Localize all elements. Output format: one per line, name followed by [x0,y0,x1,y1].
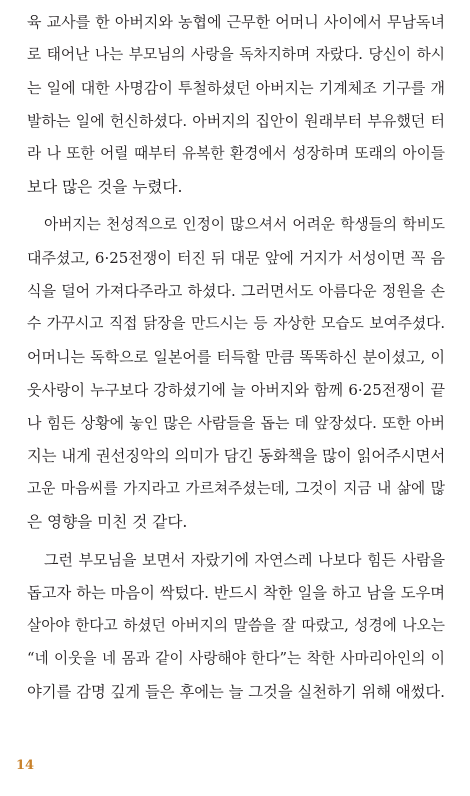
body-text-line: 발하는 일에 헌신하셨다. 아버지의 집안이 원래부터 부유했던 터 [27,112,445,130]
body-text-line: 육 교사를 한 아버지와 농협에 근무한 어머니 사이에서 무남독녀 [27,13,445,31]
body-text-line: 로 태어난 나는 부모님의 사랑을 독차지하며 자랐다. 당신이 하시 [27,46,445,63]
body-text-line: 웃사랑이 누구보다 강하셨기에 늘 아버지와 함께 6·25전쟁이 끝 [27,381,445,399]
body-text-line: “네 이웃을 네 몸과 같이 사랑해야 한다”는 착한 사마리아인의 이 [27,650,445,667]
body-text-line: 은 영향을 미친 것 같다. [27,513,188,531]
body-text-line: 아버지는 천성적으로 인정이 많으셔서 어려운 학생들의 학비도 [44,216,445,233]
body-text-line: 수 가꾸시고 직접 닭장을 만드시는 등 자상한 모습도 보여주셨다. [27,315,445,332]
body-text-line: 살아야 한다고 하셨던 아버지의 말씀을 잘 따랐고, 성경에 나오는 [27,617,445,634]
body-text-line: 그런 부모님을 보면서 자랐기에 자연스레 나보다 힘든 사람을 [44,551,445,569]
body-text-line: 어머니는 독학으로 일본어를 터득할 만큼 똑똑하신 분이셨고, 이 [27,348,445,366]
body-text-line: 보다 많은 것을 누렸다. [27,178,183,196]
body-text-line: 야기를 감명 깊게 들은 후에는 늘 그것을 실천하기 위해 애썼다. [27,683,445,701]
body-text-line: 대주셨고, 6·25전쟁이 터진 뒤 대문 앞에 거지가 서성이면 꼭 음 [27,249,445,267]
body-text-line: 지는 내게 권선징악의 의미가 담긴 동화책을 많이 읽어주시면서 [27,447,445,465]
body-text-line: 돕고자 하는 마음이 싹텄다. 반드시 착한 일을 하고 남을 도우며 [27,584,445,602]
body-text-line: 고운 마음씨를 가지라고 가르쳐주셨는데, 그것이 지금 내 삶에 많 [27,480,445,497]
body-text-line: 식을 덜어 가져다주라고 하셨다. 그러면서도 아름다운 정원을 손 [27,282,445,300]
page-number: 14 [16,758,35,773]
body-text-line: 는 일에 대한 사명감이 투철하셨던 아버지는 기계체조 기구를 개 [27,79,445,97]
body-text-line: 나 힘든 상황에 놓인 많은 사람들을 돕는 데 앞장섰다. 또한 아버 [27,414,445,432]
body-text-line: 라 나 또한 어릴 때부터 유복한 환경에서 성장하며 또래의 아이들 [27,145,445,162]
